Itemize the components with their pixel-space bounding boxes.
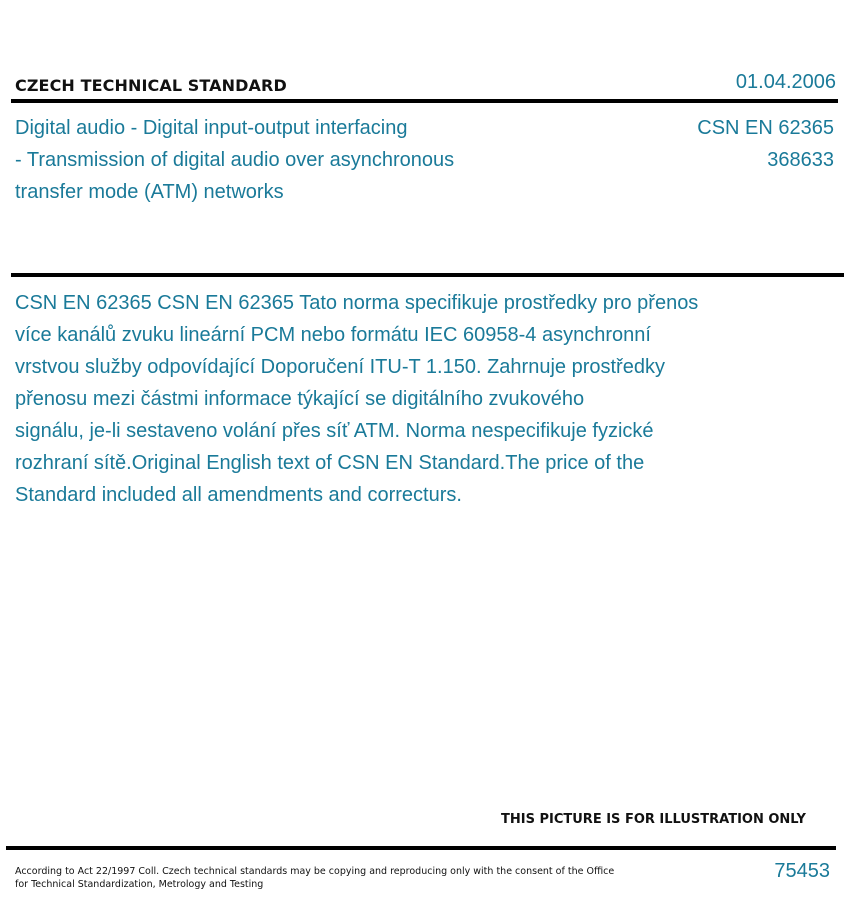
title-divider bbox=[11, 273, 844, 277]
standard-title bbox=[15, 112, 535, 208]
footer-divider bbox=[6, 846, 836, 850]
description-line: více kanálů zvuku lineární PCM nebo formátu IEC 60958-4 asynchronní bbox=[15, 324, 651, 346]
standard-description bbox=[15, 287, 805, 511]
document-type-heading: CZECH TECHNICAL STANDARD bbox=[15, 76, 287, 95]
standard-identifiers bbox=[697, 112, 834, 176]
publication-date: 01.04.2006 bbox=[735, 71, 836, 93]
catalog-number: 75453 bbox=[774, 860, 830, 882]
description-line: vrstvou služby odpovídající Doporučení ITU-T 1.150. Zahrnuje prostředky bbox=[15, 356, 665, 378]
classification-number: 368633 bbox=[767, 149, 834, 171]
description-line: přenosu mezi částmi informace týkající se digitálního zvukového bbox=[15, 388, 585, 410]
legal-notice bbox=[15, 865, 614, 891]
standard-title-line: - Transmission of digital audio over asynchronous bbox=[15, 149, 455, 171]
description-line: rozhraní sítě.Original English text of CSN EN Standard.The price of the bbox=[15, 452, 645, 474]
standard-title-line: transfer mode (ATM) networks bbox=[15, 181, 284, 203]
legal-notice-line: According to Act 22/1997 Coll. Czech technical standards may be copying and reproducing only with the consent of the Office bbox=[15, 866, 615, 877]
description-line: Standard included all amendments and correcturs. bbox=[15, 484, 462, 506]
description-line: signálu, je-li sestaveno volání přes síť ATM. Norma nespecifikuje fyzické bbox=[15, 420, 654, 442]
header-divider bbox=[11, 99, 838, 103]
description-line: CSN EN 62365 CSN EN 62365 Tato norma specifikuje prostředky pro přenos bbox=[15, 292, 699, 314]
legal-notice-line: for Technical Standardization, Metrology and Testing bbox=[15, 879, 264, 890]
standard-code: CSN EN 62365 bbox=[697, 117, 834, 139]
standard-title-line: Digital audio - Digital input-output interfacing bbox=[15, 117, 408, 139]
illustration-disclaimer: THIS PICTURE IS FOR ILLUSTRATION ONLY bbox=[501, 812, 806, 827]
